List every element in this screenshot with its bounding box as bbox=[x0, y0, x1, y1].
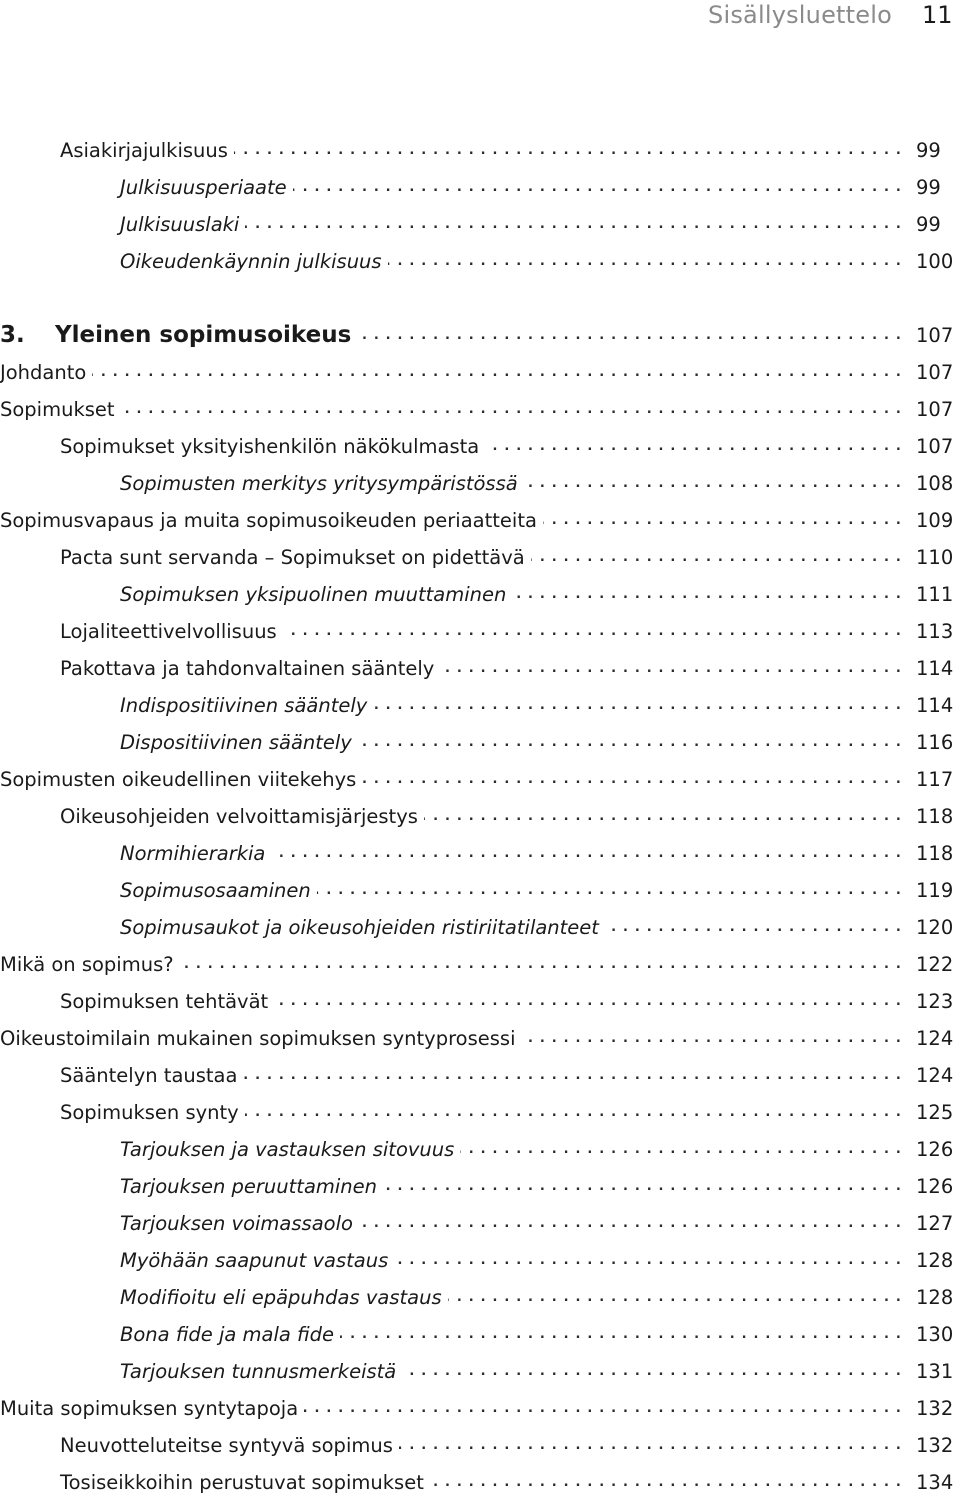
toc-entry-label: Pacta sunt servanda – Sopimukset on pidettävä bbox=[60, 546, 525, 569]
toc-entry[interactable] bbox=[0, 539, 960, 576]
toc-entry[interactable] bbox=[0, 502, 960, 539]
toc-entry-label: Sopimukset bbox=[0, 398, 115, 421]
toc-entry-title bbox=[60, 539, 531, 576]
toc-entry-label: Tosiseikkoihin perustuvat sopimukset bbox=[60, 1471, 424, 1494]
toc-entry[interactable] bbox=[0, 576, 960, 613]
toc-entry-title bbox=[120, 687, 373, 724]
dot-leader bbox=[383, 1168, 902, 1205]
toc-entry-title bbox=[0, 502, 543, 539]
toc-page-number: 124 bbox=[916, 1064, 954, 1087]
toc-page-number: 125 bbox=[916, 1101, 954, 1124]
toc-entry-label: Johdanto bbox=[0, 361, 87, 384]
toc-page-number: 110 bbox=[916, 546, 954, 569]
dot-leader bbox=[293, 169, 902, 206]
toc-entry-title bbox=[0, 1020, 522, 1057]
dot-leader bbox=[430, 1464, 902, 1501]
toc-entry[interactable] bbox=[0, 613, 960, 650]
toc-page-number: 107 bbox=[916, 361, 954, 384]
toc-page-number: 126 bbox=[916, 1175, 954, 1198]
toc-page-number: 132 bbox=[916, 1434, 954, 1457]
dot-leader bbox=[524, 465, 902, 502]
dot-leader bbox=[274, 983, 902, 1020]
toc-entry-title bbox=[0, 354, 92, 391]
toc-entry[interactable] bbox=[0, 465, 960, 502]
dot-leader bbox=[234, 132, 902, 169]
toc-entry-label: Normihierarkia bbox=[120, 842, 266, 865]
toc-page-number: 128 bbox=[916, 1249, 954, 1272]
dot-leader bbox=[388, 243, 902, 280]
toc-page-number: 134 bbox=[916, 1471, 954, 1494]
running-header bbox=[708, 0, 960, 30]
toc-entry-label: Tarjouksen voimassaolo bbox=[120, 1212, 353, 1235]
toc-entry[interactable] bbox=[0, 1242, 960, 1279]
toc-entry-title bbox=[60, 983, 274, 1020]
toc-entry-label: Sopimusvapaus ja muita sopimusoikeuden periaatteita bbox=[0, 509, 537, 532]
dot-leader bbox=[394, 1242, 902, 1279]
toc-page-number: 107 bbox=[916, 324, 954, 347]
toc-entry-title bbox=[0, 1390, 304, 1427]
dot-leader bbox=[304, 1390, 902, 1427]
dot-leader bbox=[485, 428, 902, 465]
toc-entry-label: Tarjouksen ja vastauksen sitovuus bbox=[120, 1138, 455, 1161]
toc-entry[interactable] bbox=[0, 1353, 960, 1390]
toc-entry[interactable] bbox=[0, 169, 960, 206]
toc-chapter-heading[interactable] bbox=[0, 317, 960, 354]
toc-entry[interactable] bbox=[0, 909, 960, 946]
toc-entry-title bbox=[120, 465, 524, 502]
toc-entry[interactable] bbox=[0, 687, 960, 724]
toc-page-number: 111 bbox=[916, 583, 954, 606]
dot-leader bbox=[357, 317, 902, 354]
toc-entry[interactable] bbox=[0, 798, 960, 835]
toc-entry-label: Julkisuusperiaate bbox=[120, 176, 287, 199]
toc-entry-label: Sopimuksen yksipuolinen muuttaminen bbox=[120, 583, 507, 606]
toc-entry[interactable] bbox=[0, 1131, 960, 1168]
toc-entry-title bbox=[60, 1427, 399, 1464]
toc-entry-label: Sopimukset yksityishenkilön näkökulmasta bbox=[60, 435, 480, 458]
toc-page-number: 127 bbox=[916, 1212, 954, 1235]
toc-entry-label: Dispositiivinen sääntely bbox=[120, 731, 352, 754]
dot-leader bbox=[271, 835, 902, 872]
toc-entry[interactable] bbox=[0, 724, 960, 761]
toc-entry[interactable] bbox=[0, 391, 960, 428]
toc-entry[interactable] bbox=[0, 1205, 960, 1242]
toc-entry-label: Sopimusaukot ja oikeusohjeiden ristiriitatilanteet bbox=[120, 916, 599, 939]
dot-leader bbox=[605, 909, 902, 946]
toc-entry-title bbox=[120, 169, 293, 206]
toc-page-number: 114 bbox=[916, 657, 954, 680]
toc-entry[interactable] bbox=[0, 872, 960, 909]
toc-page-number: 114 bbox=[916, 694, 954, 717]
dot-leader bbox=[340, 1316, 902, 1353]
toc-page-number: 109 bbox=[916, 509, 954, 532]
dot-leader bbox=[543, 502, 902, 539]
toc-page-number: 107 bbox=[916, 435, 954, 458]
toc-entry-title bbox=[120, 576, 512, 613]
dot-leader bbox=[531, 539, 902, 576]
table-of-contents bbox=[0, 132, 960, 1501]
toc-entry-title bbox=[60, 1057, 243, 1094]
toc-entry[interactable] bbox=[0, 946, 960, 983]
dot-leader bbox=[180, 946, 902, 983]
dot-leader bbox=[121, 391, 902, 428]
dot-leader bbox=[522, 1020, 903, 1057]
toc-entry-title bbox=[120, 872, 317, 909]
toc-entry-label: Indispositiivinen sääntely bbox=[120, 694, 368, 717]
toc-entry-title bbox=[60, 428, 485, 465]
page-number: 11 bbox=[922, 1, 953, 29]
toc-page-number: 107 bbox=[916, 398, 954, 421]
toc-entry-label: Asiakirjajulkisuus bbox=[60, 139, 228, 162]
toc-entry-title bbox=[120, 1242, 394, 1279]
toc-entry[interactable] bbox=[0, 1057, 960, 1094]
toc-page-number: 99 bbox=[916, 176, 941, 199]
toc-entry[interactable] bbox=[0, 1464, 960, 1501]
dot-leader bbox=[362, 761, 902, 798]
toc-entry[interactable] bbox=[0, 428, 960, 465]
toc-entry-label: Tarjouksen peruuttaminen bbox=[120, 1175, 378, 1198]
toc-page-number: 122 bbox=[916, 953, 954, 976]
toc-entry-label: Oikeustoimilain mukainen sopimuksen syntyprosessi bbox=[0, 1027, 516, 1050]
toc-entry-title bbox=[60, 132, 234, 169]
toc-entry-label: Pakottava ja tahdonvaltainen sääntely bbox=[60, 657, 435, 680]
toc-entry-title bbox=[60, 798, 424, 835]
toc-entry-title bbox=[60, 650, 440, 687]
toc-entry-label: Oikeudenkäynnin julkisuus bbox=[120, 250, 382, 273]
toc-page-number: 113 bbox=[916, 620, 954, 643]
toc-entry-label: Oikeusohjeiden velvoittamisjärjestys bbox=[60, 805, 418, 828]
toc-entry[interactable] bbox=[0, 206, 960, 243]
toc-entry-title bbox=[120, 1168, 383, 1205]
toc-entry[interactable] bbox=[0, 1316, 960, 1353]
dot-leader bbox=[358, 724, 902, 761]
toc-entry-title bbox=[120, 1205, 359, 1242]
toc-entry[interactable] bbox=[0, 1427, 960, 1464]
toc-entry-title bbox=[0, 946, 180, 983]
toc-page-number: 126 bbox=[916, 1138, 954, 1161]
toc-entry-label: Modifioitu eli epäpuhdas vastaus bbox=[120, 1286, 442, 1309]
dot-leader bbox=[245, 206, 902, 243]
dot-leader bbox=[359, 1205, 902, 1242]
toc-page-number: 120 bbox=[916, 916, 954, 939]
toc-entry-label: Sääntelyn taustaa bbox=[60, 1064, 238, 1087]
toc-entry[interactable] bbox=[0, 132, 960, 169]
toc-entry-title bbox=[0, 391, 121, 428]
toc-entry[interactable] bbox=[0, 1168, 960, 1205]
dot-leader bbox=[92, 354, 902, 391]
running-header-title: Sisällysluettelo bbox=[708, 1, 892, 29]
toc-page-number: 99 bbox=[916, 213, 941, 236]
dot-leader bbox=[512, 576, 902, 613]
toc-entry[interactable] bbox=[0, 1094, 960, 1131]
toc-entry-title bbox=[0, 317, 357, 354]
toc-entry-title bbox=[60, 613, 283, 650]
dot-leader bbox=[373, 687, 902, 724]
dot-leader bbox=[440, 650, 902, 687]
toc-entry-label: Sopimusten oikeudellinen viitekehys bbox=[0, 768, 357, 791]
toc-page-number: 123 bbox=[916, 990, 954, 1013]
dot-leader bbox=[424, 798, 902, 835]
toc-page-number: 100 bbox=[916, 250, 954, 273]
toc-entry-label: Muita sopimuksen syntytapoja bbox=[0, 1397, 299, 1420]
toc-page-number: 118 bbox=[916, 805, 954, 828]
toc-page-number: 118 bbox=[916, 842, 954, 865]
toc-page-number: 132 bbox=[916, 1397, 954, 1420]
toc-entry[interactable] bbox=[0, 650, 960, 687]
toc-entry-title bbox=[120, 1353, 402, 1390]
toc-entry[interactable] bbox=[0, 1390, 960, 1427]
toc-entry-label: Neuvotteluteitse syntyvä sopimus bbox=[60, 1434, 393, 1457]
toc-entry[interactable] bbox=[0, 1279, 960, 1316]
toc-entry-title bbox=[60, 1094, 245, 1131]
toc-entry[interactable] bbox=[0, 835, 960, 872]
toc-entry-title bbox=[120, 835, 271, 872]
toc-entry-title bbox=[120, 206, 245, 243]
toc-entry[interactable] bbox=[0, 983, 960, 1020]
dot-leader bbox=[402, 1353, 902, 1390]
toc-page-number: 116 bbox=[916, 731, 954, 754]
toc-entry-label: Sopimuksen tehtävät bbox=[60, 990, 269, 1013]
toc-page-number: 117 bbox=[916, 768, 954, 791]
toc-entry-title bbox=[120, 724, 358, 761]
toc-page-number: 131 bbox=[916, 1360, 954, 1383]
toc-page-number: 128 bbox=[916, 1286, 954, 1309]
toc-entry-title bbox=[120, 243, 388, 280]
toc-entry-label: Bona fide ja mala fide bbox=[120, 1323, 335, 1346]
toc-entry-label: Lojaliteettivelvollisuus bbox=[60, 620, 277, 643]
toc-page-number: 108 bbox=[916, 472, 954, 495]
toc-entry-title bbox=[120, 1316, 340, 1353]
toc-entry[interactable] bbox=[0, 761, 960, 798]
toc-page-number: 124 bbox=[916, 1027, 954, 1050]
toc-entry-label: Myöhään saapunut vastaus bbox=[120, 1249, 389, 1272]
toc-entry-label: Tarjouksen tunnusmerkeistä bbox=[120, 1360, 397, 1383]
toc-page-number: 99 bbox=[916, 139, 941, 162]
toc-entry-title bbox=[120, 909, 605, 946]
dot-leader bbox=[283, 613, 902, 650]
toc-entry-label: Sopimuksen synty bbox=[60, 1101, 239, 1124]
chapter-number: 3. bbox=[0, 322, 25, 348]
toc-entry-title bbox=[120, 1279, 448, 1316]
toc-entry-title bbox=[60, 1464, 430, 1501]
toc-entry-label: Sopimusten merkitys yritysympäristössä bbox=[120, 472, 518, 495]
toc-entry-title bbox=[0, 761, 362, 798]
dot-leader bbox=[399, 1427, 902, 1464]
toc-entry-label: Julkisuuslaki bbox=[120, 213, 240, 236]
toc-entry-label: Yleinen sopimusoikeus bbox=[55, 322, 352, 348]
dot-leader bbox=[317, 872, 902, 909]
toc-entry[interactable] bbox=[0, 1020, 960, 1057]
toc-entry[interactable] bbox=[0, 354, 960, 391]
dot-leader bbox=[245, 1094, 902, 1131]
dot-leader bbox=[460, 1131, 902, 1168]
toc-entry-title bbox=[120, 1131, 460, 1168]
toc-entry-label: Sopimusosaaminen bbox=[120, 879, 311, 902]
toc-entry-label: Mikä on sopimus? bbox=[0, 953, 174, 976]
toc-page-number: 130 bbox=[916, 1323, 954, 1346]
dot-leader bbox=[243, 1057, 902, 1094]
dot-leader bbox=[448, 1279, 902, 1316]
toc-page-number: 119 bbox=[916, 879, 954, 902]
toc-entry[interactable] bbox=[0, 243, 960, 280]
